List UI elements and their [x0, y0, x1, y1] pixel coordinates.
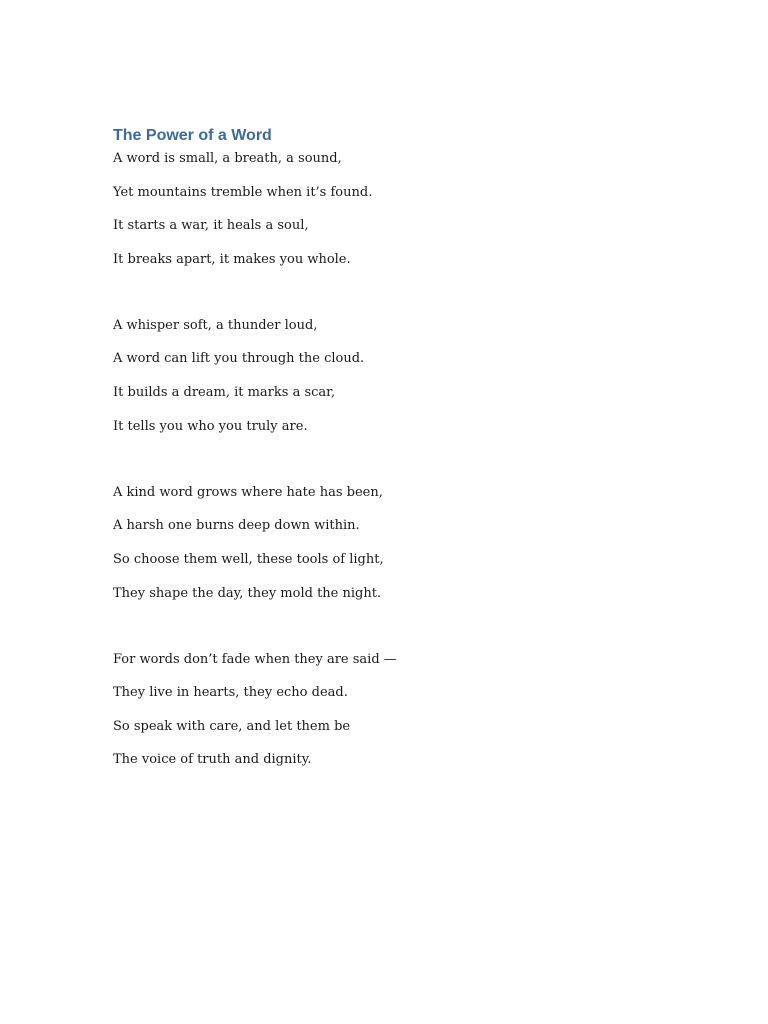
poem-line: So speak with care, and let them be	[113, 718, 351, 734]
stanza-4	[113, 651, 673, 785]
stanza-2	[113, 317, 673, 451]
poem-line: They live in hearts, they echo dead.	[113, 685, 348, 701]
poem-line: The voice of truth and dignity.	[113, 752, 312, 768]
stanza-1	[113, 150, 673, 284]
stanza-3	[113, 484, 673, 618]
document-body	[113, 124, 673, 785]
poem-line: So choose them well, these tools of light,	[113, 551, 384, 567]
poem-line: A word is small, a breath, a sound,	[113, 151, 342, 166]
poem-line: It tells you who you truly are.	[113, 418, 308, 434]
poem-line: Yet mountains tremble when it’s found.	[113, 184, 373, 200]
poem-line: It breaks apart, it makes you whole.	[113, 251, 351, 267]
poem-line: They shape the day, they mold the night.	[113, 585, 382, 601]
poem-title: The Power of a Word	[113, 127, 272, 144]
poem-line: A harsh one burns deep down within.	[113, 518, 360, 534]
poem-line: A word can lift you through the cloud.	[113, 351, 365, 367]
poem-line: A kind word grows where hate has been,	[113, 484, 383, 500]
poem-line: For words don’t fade when they are said —	[113, 651, 397, 667]
poem-line: It builds a dream, it marks a scar,	[113, 385, 336, 401]
poem-line: It starts a war, it heals a soul,	[113, 218, 309, 234]
poem-line: A whisper soft, a thunder loud,	[113, 317, 318, 333]
